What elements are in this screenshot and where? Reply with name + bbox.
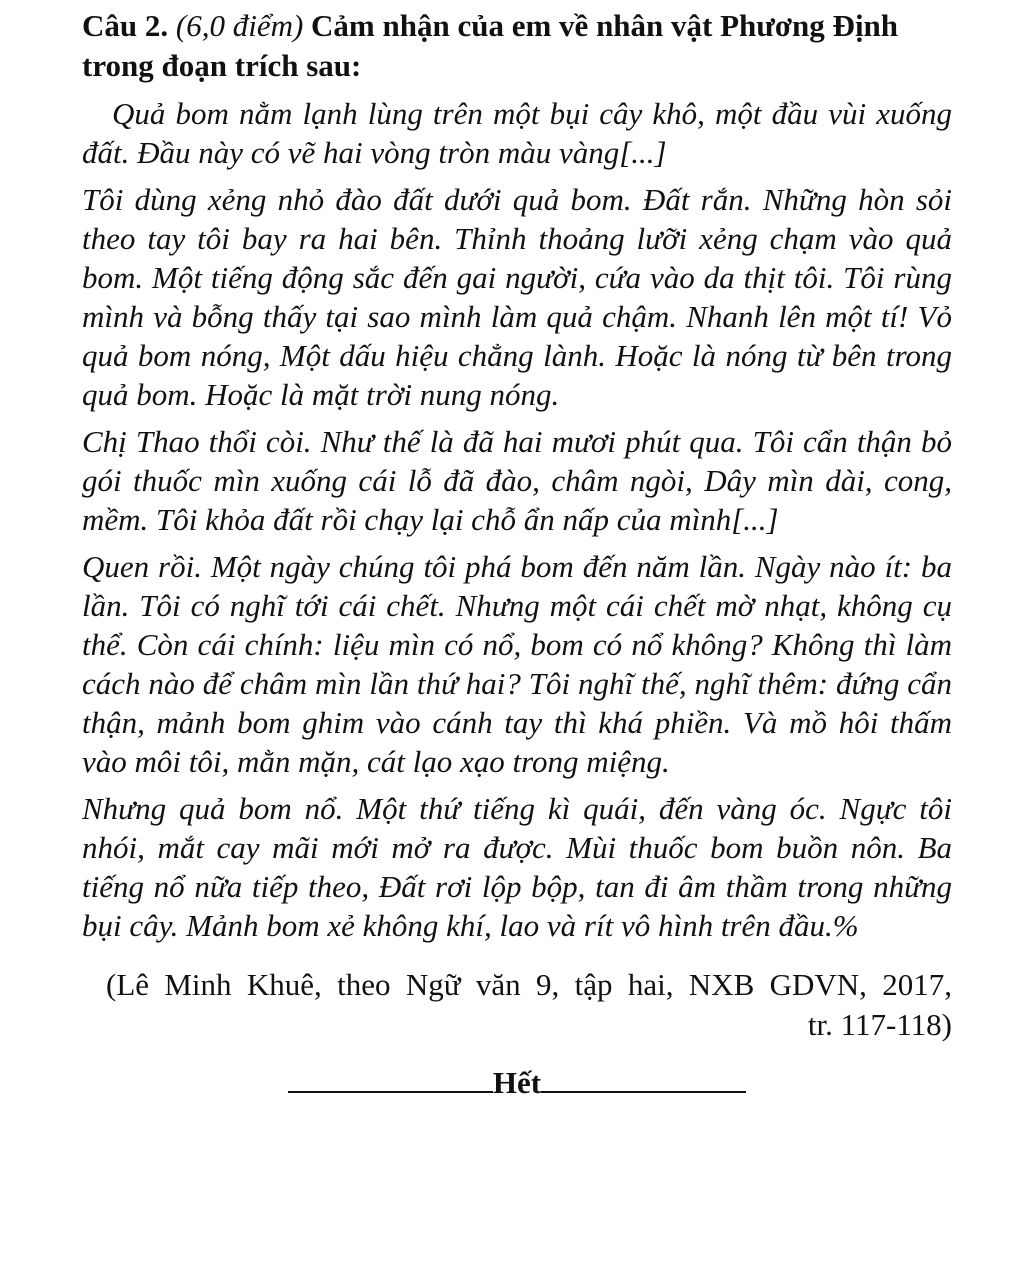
question-points: (6,0 điểm) (175, 8, 304, 43)
excerpt-paragraph-3: Chị Thao thổi còi. Như thế là đã hai mươi phút qua. Tôi cẩn thận bỏ gói thuốc mìn xuống cái lỗ đã đào, châm ngòi, Dây mìn dài, cong, mềm. Tôi khỏa đất rồi chạy lại chỗ ẩn nấp của mình[...] (82, 424, 952, 537)
excerpt-paragraph-5: Nhưng quả bom nổ. Một thứ tiếng kì quái, đến vàng óc. Ngực tôi nhói, mắt cay mãi mới mở ra được. Mùi thuốc bom buồn nôn. Ba tiếng nổ nữa tiếp theo, Đất rơi lộp bộp, tan đi âm thầm trong những bụi cây. Mảnh bom xẻ không khí, lao và rít vô hình trên đầu.% (82, 791, 952, 943)
source-line-2: tr. 117-118) (807, 1007, 952, 1042)
question-heading (82, 6, 952, 86)
question-prompt: Cảm nhận của em về nhân vật Phương Định trong đoạn trích sau: (82, 8, 899, 83)
end-rule-left (288, 1090, 493, 1093)
end-marker (82, 1063, 952, 1103)
source-citation (82, 965, 952, 1045)
question-label: Câu 2. (82, 8, 169, 43)
excerpt (82, 94, 952, 945)
source-line-1: (Lê Minh Khuê, theo Ngữ văn 9, tập hai, NXB GDVN, 2017, (106, 967, 952, 1002)
end-rule-right (541, 1090, 746, 1093)
document-page (82, 6, 952, 1103)
end-label: Hết (492, 1065, 542, 1100)
excerpt-paragraph-2: Tôi dùng xẻng nhỏ đào đất dưới quả bom. Đất rắn. Những hòn sỏi theo tay tôi bay ra hai bên. Thỉnh thoảng lưỡi xẻng chạm vào quả bom. Một tiếng động sắc đến gai người, cứa vào da thịt tôi. Tôi rùng mình và bỗng thấy tại sao mình làm quả chậm. Nhanh lên một tí! Vỏ quả bom nóng, Một dấu hiệu chẳng lành. Hoặc là nóng từ bên trong quả bom. Hoặc là mặt trời nung nóng. (82, 182, 952, 412)
excerpt-paragraph-1: Quả bom nằm lạnh lùng trên một bụi cây khô, một đầu vùi xuống đất. Đầu này có vẽ hai vòng tròn màu vàng[...] (82, 96, 952, 170)
excerpt-paragraph-4: Quen rồi. Một ngày chúng tôi phá bom đến năm lần. Ngày nào ít: ba lần. Tôi có nghĩ tới cái chết. Nhưng một cái chết mờ nhạt, không cụ thể. Còn cái chính: liệu mìn có nổ, bom có nổ không? Không thì làm cách nào để châm mìn lần thứ hai? Tôi nghĩ thế, nghĩ thêm: đứng cẩn thận, mảnh bom ghim vào cánh tay thì khá phiền. Và mồ hôi thấm vào môi tôi, mằn mặn, cát lạo xạo trong miệng. (82, 549, 952, 779)
